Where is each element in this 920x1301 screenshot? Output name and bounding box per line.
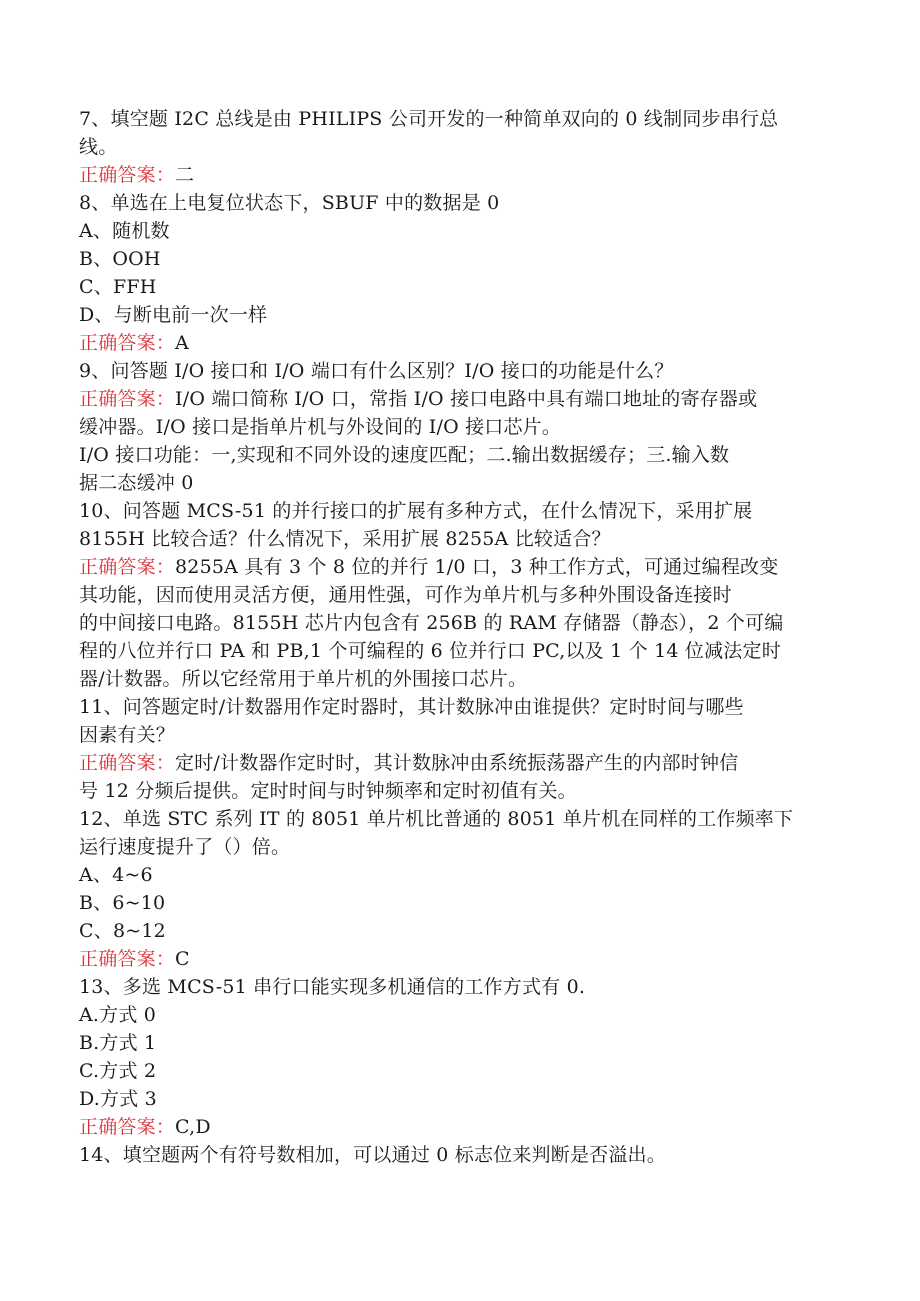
line-text: B、6~10 [79,892,166,914]
line-text: D.方式 3 [79,1088,157,1110]
line-text: 9、问答题 I/O 接口和 I/O 端口有什么区别？I/O 接口的功能是什么？ [79,360,674,382]
line-text: 的中间接口电路。8155H 芯片内包含有 256B 的 RAM 存储器（静态），2 个可编 [79,612,784,634]
answer-line [79,749,839,777]
option-line [79,1057,839,1085]
line-text: 因素有关？ [79,724,176,746]
question-line [79,805,839,833]
text-line [79,777,839,805]
answer-label: 正确答案： [79,1116,176,1138]
text-line [79,637,839,665]
option-line [79,301,839,329]
option-line [79,889,839,917]
answer-text: 二 [175,164,195,186]
option-line [79,917,839,945]
line-text: 8155H 比较合适？什么情况下，采用扩展 8255A 比较适合？ [79,528,611,550]
text-line [79,581,839,609]
text-line [79,833,839,861]
option-line [79,1001,839,1029]
answer-line [79,161,839,189]
text-line [79,665,839,693]
line-text: 11、问答题定时/计数器用作定时器时，其计数脉冲由谁提供？定时时间与哪些 [79,696,744,718]
line-text: 程的八位并行口 PA 和 PB,1 个可编程的 6 位并行口 PC,以及 1 个 14 位减法定时 [79,640,781,662]
text-line [79,105,839,133]
answer-line [79,945,839,973]
document-body [79,105,839,1169]
line-text: 8、单选在上电复位状态下，SBUF 中的数据是 0 [79,192,500,214]
text-line [79,133,839,161]
option-line [79,1085,839,1113]
text-line [79,413,839,441]
line-text: 其功能，因而使用灵活方便，通用性强，可作为单片机与多种外围设备连接时 [79,584,732,606]
line-text: A、随机数 [79,220,170,242]
answer-label: 正确答案： [79,752,176,774]
answer-line [79,1113,839,1141]
text-line [79,721,839,749]
line-text: 7、填空题 I2C 总线是由 PHILIPS 公司开发的一种简单双向的 0 线制同步串行总 [79,108,779,130]
answer-text: A [175,332,189,354]
text-line [79,441,839,469]
line-text: B.方式 1 [79,1032,157,1054]
question-line [79,693,839,721]
line-text: C、8~12 [79,920,166,942]
option-line [79,273,839,301]
line-text: 线。 [79,136,118,158]
answer-label: 正确答案： [79,332,176,354]
answer-text: C,D [175,1116,211,1138]
question-line [79,357,839,385]
line-text: C.方式 2 [79,1060,157,1082]
line-text: I/O 接口功能：一,实现和不同外设的速度匹配；二.输出数据缓存；三.输入数 [79,444,730,466]
text-line [79,469,839,497]
answer-text: 定时/计数器作定时时，其计数脉冲由系统振荡器产生的内部时钟信 [175,752,739,774]
line-text: A.方式 0 [79,1004,157,1026]
line-text: 13、多选 MCS-51 串行口能实现多机通信的工作方式有 0. [79,976,586,998]
line-text: 号 12 分频后提供。定时时间与时钟频率和定时初值有关。 [79,780,577,802]
answer-label: 正确答案： [79,388,176,410]
line-text: 12、单选 STC 系列 IT 的 8051 单片机比普通的 8051 单片机在同样的工作频率下 [79,808,794,830]
answer-line [79,553,839,581]
line-text: 14、填空题两个有符号数相加，可以通过 0 标志位来判断是否溢出。 [79,1144,666,1166]
question-line [79,1141,839,1169]
line-text: B、OOH [79,248,161,270]
option-line [79,861,839,889]
line-text: 运行速度提升了（）倍。 [79,836,291,858]
option-line [79,1029,839,1057]
line-text: 缓冲器。I/O 接口是指单片机与外设间的 I/O 接口芯片。 [79,416,562,438]
line-text: D、与断电前一次一样 [79,304,268,326]
question-line [79,497,839,525]
line-text: C、FFH [79,276,157,298]
line-text: 10、问答题 MCS-51 的并行接口的扩展有多种方式，在什么情况下，采用扩展 [79,500,753,522]
answer-line [79,385,839,413]
question-line [79,973,839,1001]
option-line [79,217,839,245]
answer-line [79,329,839,357]
answer-label: 正确答案： [79,948,176,970]
text-line [79,525,839,553]
answer-label: 正确答案： [79,556,176,578]
line-text: 器/计数器。所以它经常用于单片机的外围接口芯片。 [79,668,528,690]
option-line [79,245,839,273]
answer-label: 正确答案： [79,164,176,186]
answer-text: I/O 端口简称 I/O 口，常指 I/O 接口电路中具有端口地址的寄存器或 [175,388,758,410]
question-line [79,189,839,217]
line-text: 据二态缓冲 0 [79,472,194,494]
answer-text: C [175,948,190,970]
text-line [79,609,839,637]
answer-text: 8255A 具有 3 个 8 位的并行 1/0 口，3 种工作方式，可通过编程改变 [175,556,779,578]
line-text: A、4~6 [79,864,153,886]
